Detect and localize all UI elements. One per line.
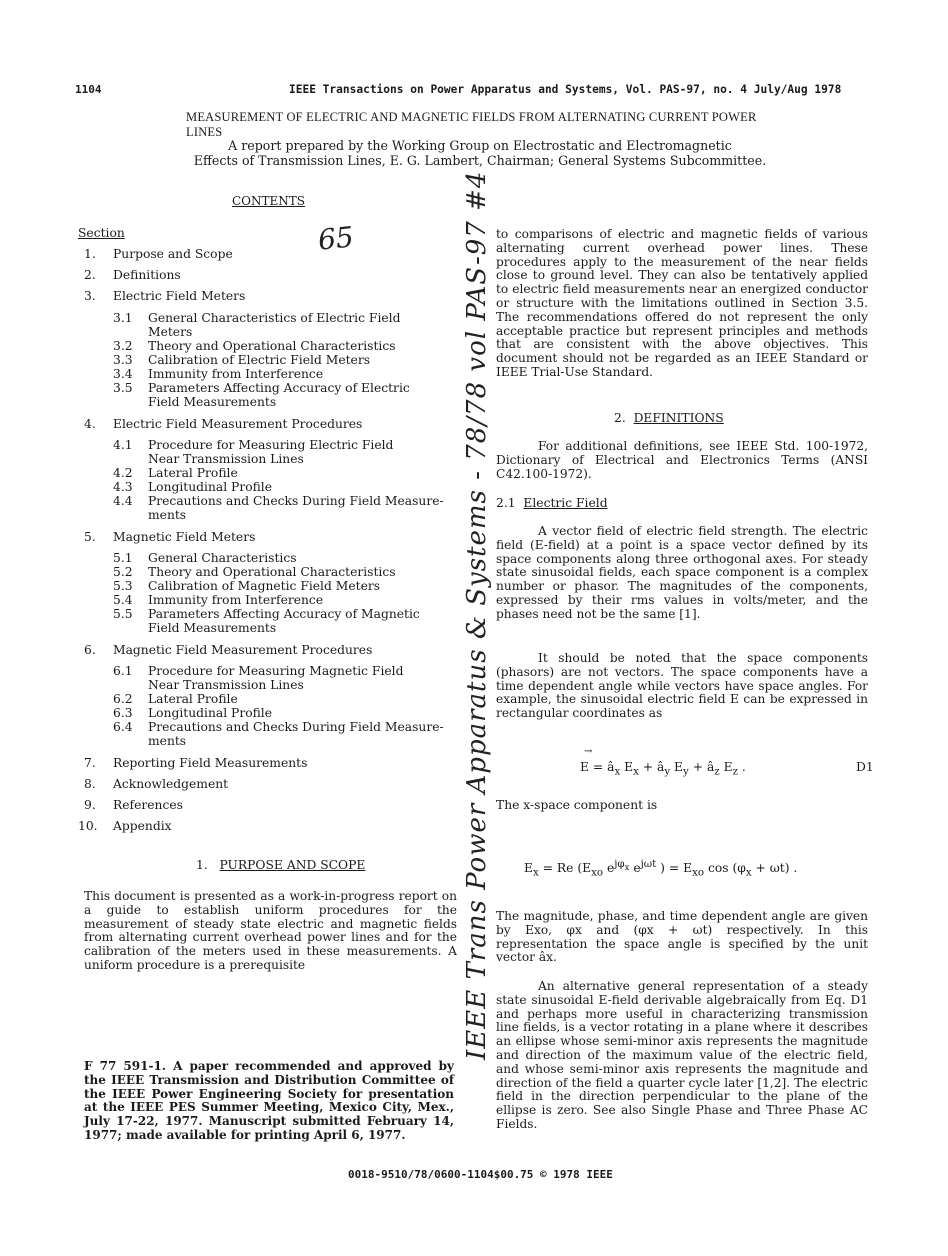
toc-item-text: Field Measurements (148, 621, 277, 635)
section1-heading (196, 858, 365, 872)
toc-item-number: 1. (84, 247, 96, 261)
section1-title: PURPOSE AND SCOPE (219, 858, 366, 872)
toc-item-text: Reporting Field Measurements (113, 756, 308, 770)
toc-item-text: Longitudinal Profile (148, 480, 273, 494)
toc-item-number: 3. (84, 289, 96, 303)
section2-title: DEFINITIONS (633, 411, 724, 425)
toc-item-text: Field Measurements (148, 395, 277, 409)
subsection21-number: 2.1 (496, 496, 516, 510)
journal-header: IEEE Transactions on Power Apparatus and Systems, Vol. PAS-97, no. 4 July/Aug 1978 (289, 83, 842, 96)
copyright-line: 0018-9510/78/0600-1104$00.75 © 1978 IEEE (348, 1168, 613, 1181)
toc-item-text: Meters (148, 325, 193, 339)
toc-item-number: 5.3 (113, 579, 133, 593)
toc-item-text: Procedure for Measuring Electric Field (148, 438, 394, 452)
section2-heading (614, 411, 724, 425)
toc-item-text: Lateral Profile (148, 692, 238, 706)
toc-item-text: Lateral Profile (148, 466, 238, 480)
toc-item-text: Appendix (113, 819, 172, 833)
toc-item-number: 4.3 (113, 480, 133, 494)
toc-item-text: Magnetic Field Meters (113, 530, 256, 544)
handwritten-number: 65 (316, 220, 356, 257)
section2-paragraph: For additional definitions, see IEEE Std. 100-1972, Dictionary of Electrical and Electronics Terms (ANSI C42.100-1972). (496, 439, 868, 481)
right-column-continued: to comparisons of electric and magnetic fields of various alternating current overhead power lines. These procedures apply to the measurement of the near fields close to ground level. They can also be tentatively applied to electric field measurements near an energized conductor or structure with the limitations outlined in Section 3.5. The recommendations offered do not represent the only acceptable practice but represent principles and methods that are consistent with the above objectives. This document should not be regarded as an IEEE Standard or IEEE Trial-Use Standard. (496, 227, 868, 379)
toc-item-text: Acknowledgement (113, 777, 229, 791)
toc-item-number: 3.3 (113, 353, 133, 367)
magnitude-phase-paragraph: The magnitude, phase, and time dependent angle are given by Exo, φx and (φx + ωt) respectively. In this representation the space angle is specified by the unit vector âx. (496, 909, 868, 965)
toc-item-number: 5.1 (113, 551, 133, 565)
section2-number: 2. (614, 411, 626, 425)
toc-item-number: 6. (84, 643, 96, 657)
toc-item-number: 5.2 (113, 565, 133, 579)
toc-item-number: 3.4 (113, 367, 133, 381)
contents-heading: CONTENTS (232, 194, 306, 208)
toc-item-text: Electric Field Meters (113, 289, 246, 303)
section-label: Section (78, 226, 125, 240)
toc-item-text: General Characteristics (148, 551, 297, 565)
toc-item-number: 5.5 (113, 607, 133, 621)
toc-item-number: 3.2 (113, 339, 133, 353)
vector-arrow: → (584, 746, 593, 757)
toc-item-number: 3.1 (113, 311, 133, 325)
author-line-2: Effects of Transmission Lines, E. G. Lambert, Chairman; General Systems Subcommittee. (193, 153, 767, 168)
x-component-lead: The x-space component is (496, 798, 658, 812)
toc-item-text: Parameters Affecting Accuracy of Electric (148, 381, 410, 395)
toc-item-text: Immunity from Interference (148, 367, 324, 381)
toc-item-number: 8. (84, 777, 96, 791)
toc-item-text: Longitudinal Profile (148, 706, 273, 720)
toc-item-text: Near Transmission Lines (148, 678, 304, 692)
phasor-paragraph: It should be noted that the space components (phasors) are not vectors. The space components have a time dependent angle while vectors have space angles. For example, the sinusoidal electric field E can be expressed in rectangular coordinates as (496, 651, 868, 721)
toc-item-number: 6.2 (113, 692, 133, 706)
toc-item-number: 5. (84, 530, 96, 544)
toc-item-number: 4.1 (113, 438, 133, 452)
toc-item-text: Electric Field Measurement Procedures (113, 417, 363, 431)
subsection21-title: Electric Field (523, 496, 608, 510)
author-line-1: A report prepared by the Working Group on Electrostatic and Electromagnetic (228, 138, 732, 153)
page-number: 1104 (75, 83, 102, 96)
toc-item-number: 2. (84, 268, 96, 282)
ellipse-paragraph: An alternative general representation of a steady state sinusoidal E-field derivable algebraically from Eq. D1 and perhaps more useful in characterizing transmission line fields, is a vector rotating in a plane where it describes an ellipse whose semi-minor axis represents the magnitude and direction of the maximum value of the electric field, and whose semi-minor axis represents the magnitude and direction of the field a quarter cycle later [1,2]. The electric field in the direction perpendicular to the plane of the ellipse is zero. See also Single Phase and Three Phase AC Fields. (496, 979, 868, 1131)
toc-item-text: Theory and Operational Characteristics (148, 339, 396, 353)
toc-item-text: Calibration of Electric Field Meters (148, 353, 371, 367)
toc-item-number: 9. (84, 798, 96, 812)
toc-item-text: Procedure for Measuring Magnetic Field (148, 664, 404, 678)
toc-item-number: 4.4 (113, 494, 133, 508)
handwritten-margin-note: IEEE Trans Power Apparatus & Systems - 78/78 vol PAS-97 #4 (462, 170, 492, 1060)
toc-item-text: Precautions and Checks During Field Measure- (148, 494, 444, 508)
toc-item-text: General Characteristics of Electric Field (148, 311, 401, 325)
toc-item-number: 3.5 (113, 381, 133, 395)
toc-item-number: 10. (78, 819, 98, 833)
footnote: F 77 591-1. A paper recommended and approved by the IEEE Transmission and Distribution Committee of the IEEE Power Engineering Society for presentation at the IEEE PES Summer Meeting, Mexico City, Mex., July 17-22, 1977. Manuscript submitted February 14, 1977; made available for printing April 6, 1977. (84, 1059, 454, 1142)
field-definition-paragraph: A vector field of electric field strength. The electric field (E-field) at a point is a space vector defined by its space components along three orthogonal axes. For steady state sinusoidal fields, each space component is a complex number or phasor. The magnitudes of the components, expressed by their rms values in volts/meter, and the phases need not be the same [1]. (496, 524, 868, 621)
equation-ex: $E_x = Re$ ($E_{xo}$ $e^{j\varphi_x}$ $e^{j\omega t}$ ) = $E_{xo}$ $\cos (\varphi_x + \omega t)$ . (524, 858, 798, 879)
toc-item-number: 7. (84, 756, 96, 770)
equation-d1-label: D1 (856, 760, 874, 774)
toc-item-text: Precautions and Checks During Field Measure- (148, 720, 444, 734)
subsection21-heading (496, 496, 608, 510)
toc-item-number: 4.2 (113, 466, 133, 480)
equation-d1: $E = â_x$ $E_x$ + $â_y$ $E_y$ + $â_z$ $E_z$ . (580, 760, 746, 778)
toc-item-text: ments (148, 734, 187, 748)
toc-item-text: Calibration of Magnetic Field Meters (148, 579, 381, 593)
toc-item-text: Theory and Operational Characteristics (148, 565, 396, 579)
toc-item-text: Magnetic Field Measurement Procedures (113, 643, 373, 657)
toc-item-text: Near Transmission Lines (148, 452, 304, 466)
toc-item-text: Immunity from Interference (148, 593, 324, 607)
toc-item-text: ments (148, 508, 187, 522)
toc-item-number: 6.1 (113, 664, 133, 678)
toc-item-text: Definitions (113, 268, 181, 282)
paper-title: MEASUREMENT OF ELECTRIC AND MAGNETIC FIELDS FROM ALTERNATING CURRENT POWER LINES (186, 110, 757, 139)
author-block (150, 138, 810, 168)
section1-paragraph: This document is presented as a work-in-progress report on a guide to establish uniform procedures for the measurement of steady state electric and magnetic fields from alternating current overhead power lines and for the calibration of the meters used in these measurements. A uniform procedure is a prerequisite (84, 889, 457, 972)
toc-item-text: Purpose and Scope (113, 247, 233, 261)
toc-item-text: Parameters Affecting Accuracy of Magnetic (148, 607, 420, 621)
toc-item-number: 5.4 (113, 593, 133, 607)
toc-item-number: 4. (84, 417, 96, 431)
toc-item-text: References (113, 798, 183, 812)
section1-number: 1. (196, 858, 208, 872)
toc-item-number: 6.4 (113, 720, 133, 734)
toc-item-number: 6.3 (113, 706, 133, 720)
